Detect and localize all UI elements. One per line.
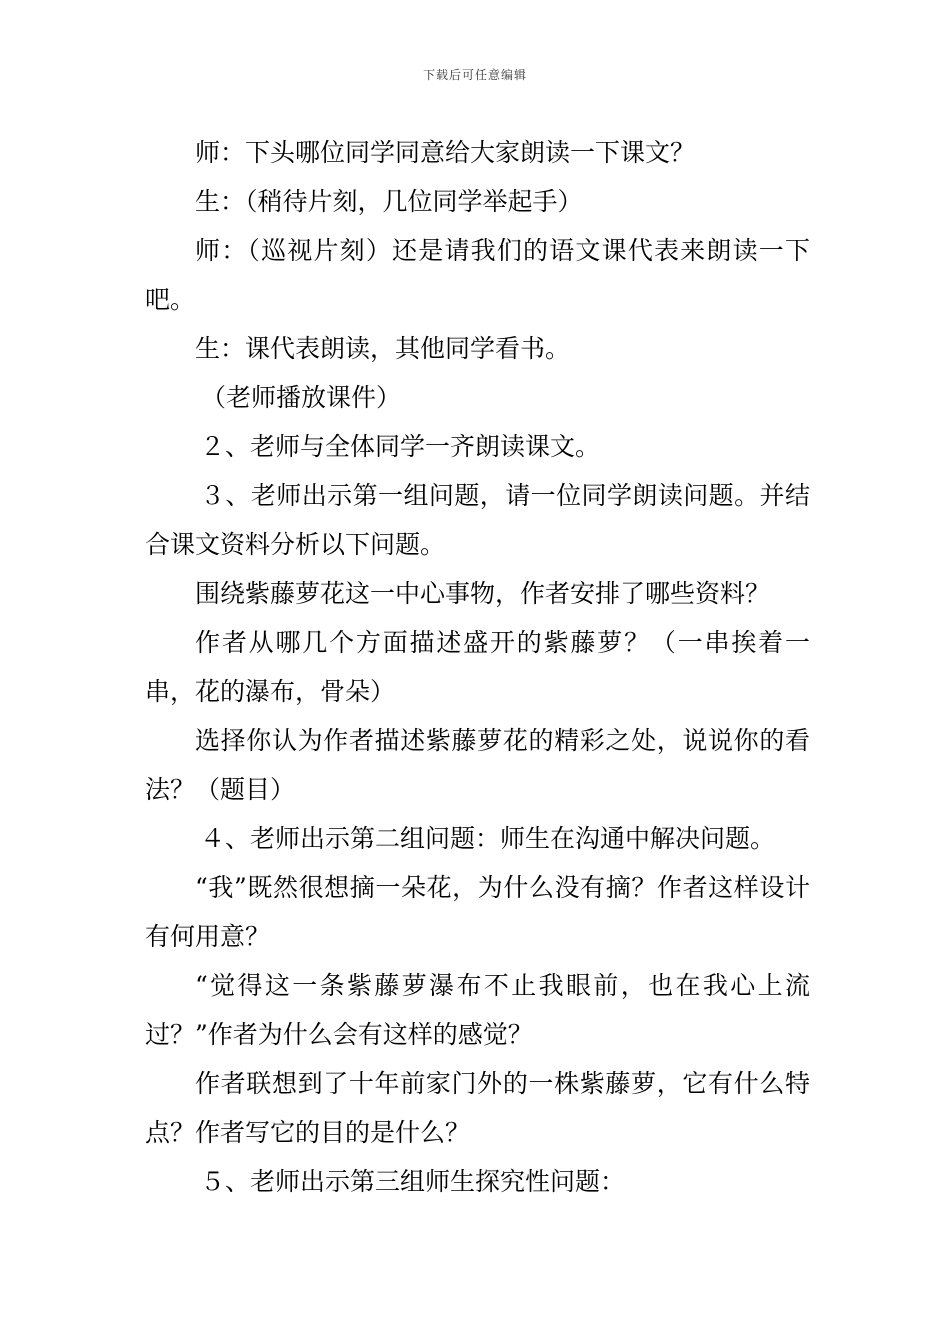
- paragraph: 作者从哪几个方面描述盛开的紫藤萝？（一串挨着一串，花的瀑布，骨朵）: [145, 628, 810, 706]
- paragraph: 师：（巡视片刻）还是请我们的语文课代表来朗读一下吧。: [145, 236, 810, 314]
- document-body: [145, 128, 810, 1206]
- paragraph: ４、老师出示第二组问题：师生在沟通中解决问题。: [200, 824, 776, 853]
- paragraph: 生：课代表朗读，其他同学看书。: [195, 334, 571, 363]
- paragraph: （老师播放课件）: [201, 383, 402, 412]
- paragraph: 生：（稍待片刻，几位同学举起手）: [195, 187, 583, 216]
- paragraph: ５、老师出示第三组师生探究性问题：: [200, 1167, 626, 1196]
- paragraph: “我”既然很想摘一朵花，为什么没有摘？作者这样设计有何用意？: [145, 873, 810, 951]
- paragraph: 选择你认为作者描述紫藤萝花的精彩之处，说说你的看法？（题目）: [145, 726, 810, 804]
- paragraph: 围绕紫藤萝花这一中心事物，作者安排了哪些资料？: [195, 579, 771, 608]
- paragraph: ３、老师出示第一组问题，请一位同学朗读问题。并结合课文资料分析以下问题。: [145, 481, 810, 559]
- paragraph: 作者联想到了十年前家门外的一株紫藤萝，它有什么特点？作者写它的目的是什么？: [145, 1069, 810, 1147]
- paragraph: ２、老师与全体同学一齐朗读课文。: [200, 432, 601, 461]
- paragraph: 师：下头哪位同学同意给大家朗读一下课文？: [195, 138, 696, 167]
- page-header: 下载后可任意编辑: [422, 68, 527, 82]
- paragraph: “觉得这一条紫藤萝瀑布不止我眼前，也在我心上流过？”作者为什么会有这样的感觉？: [145, 971, 810, 1049]
